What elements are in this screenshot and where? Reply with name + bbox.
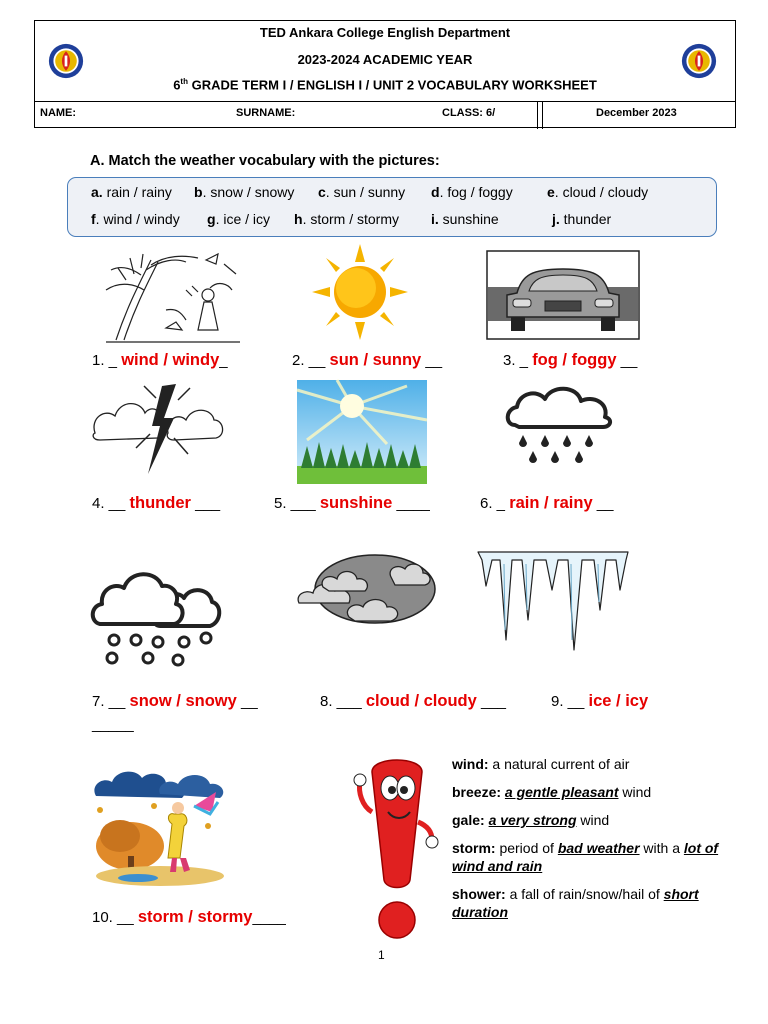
sun-picture	[312, 244, 408, 340]
vocab-item: d. fog / foggy	[431, 184, 513, 200]
answer-line: 8. ___ cloud / cloudy ___	[320, 692, 507, 710]
cell-divider	[537, 102, 538, 129]
definition-breeze: breeze: a gentle pleasant wind	[452, 784, 652, 800]
answer-line: 5. ___ sunshine ____	[274, 494, 430, 512]
surname-label: SURNAME:	[236, 107, 296, 119]
class-label: CLASS: 6/	[442, 107, 496, 119]
storm-picture	[90, 766, 230, 891]
answer-line: 9. __ ice / icy	[551, 692, 649, 710]
answer-line: 7. __ snow / snowy __	[92, 692, 258, 710]
school-name: TED Ankara College English Department	[259, 25, 511, 40]
vocab-item: a. rain / rainy	[91, 184, 172, 200]
answer-line: 3. _ fog / foggy __	[503, 351, 638, 369]
exclamation-mascot	[352, 752, 442, 942]
ice-picture	[478, 550, 628, 660]
school-logo-left	[48, 43, 84, 79]
answer-line: 2. __ sun / sunny __	[292, 351, 443, 369]
thunder-picture	[90, 378, 230, 478]
answer-line: 6. _ rain / rainy __	[480, 494, 614, 512]
definition-wind: wind: a natural current of air	[452, 756, 630, 772]
name-label: NAME:	[40, 107, 77, 119]
snow-picture	[90, 548, 222, 668]
vocab-item: b. snow / snowy	[194, 184, 295, 200]
page-number: 1	[378, 948, 385, 962]
fog-picture	[487, 251, 639, 339]
vocab-item: h. storm / stormy	[294, 211, 400, 227]
cell-divider	[542, 102, 543, 129]
vocab-item: i. sunshine	[431, 211, 499, 227]
vocab-item: c. sun / sunny	[318, 184, 406, 200]
academic-year: 2023-2024 ACADEMIC YEAR	[297, 52, 473, 67]
vocab-item: e. cloud / cloudy	[547, 184, 649, 200]
windy-picture	[106, 250, 240, 345]
answer-line-continuation: _____	[92, 716, 134, 733]
date-label: December 2023	[596, 107, 677, 119]
vocab-item: j. thunder	[552, 211, 612, 227]
student-info-row	[34, 101, 736, 129]
vocab-item: g. ice / icy	[207, 211, 271, 227]
cloudy-picture	[295, 551, 439, 635]
vocab-item: f. wind / windy	[91, 211, 180, 227]
answer-line: 1. _ wind / windy_	[92, 351, 228, 369]
definition-shower: shower: a fall of rain/snow/hail of short duration	[452, 886, 699, 920]
answer-line: 4. __ thunder ___	[92, 494, 221, 512]
rain-picture	[505, 385, 613, 467]
sunshine-picture	[297, 380, 427, 484]
definition-gale: gale: a very strong wind	[452, 812, 610, 828]
section-title: A. Match the weather vocabulary with the pictures:	[90, 153, 440, 169]
worksheet-title: 6th GRADE TERM I / ENGLISH I / UNIT 2 VOCABULARY WORKSHEET	[173, 77, 597, 93]
school-logo-right	[681, 43, 717, 79]
answer-line: 10. __ storm / stormy____	[92, 908, 286, 926]
definition-storm: storm: period of bad weather with a lot of wind and rain	[452, 840, 719, 874]
